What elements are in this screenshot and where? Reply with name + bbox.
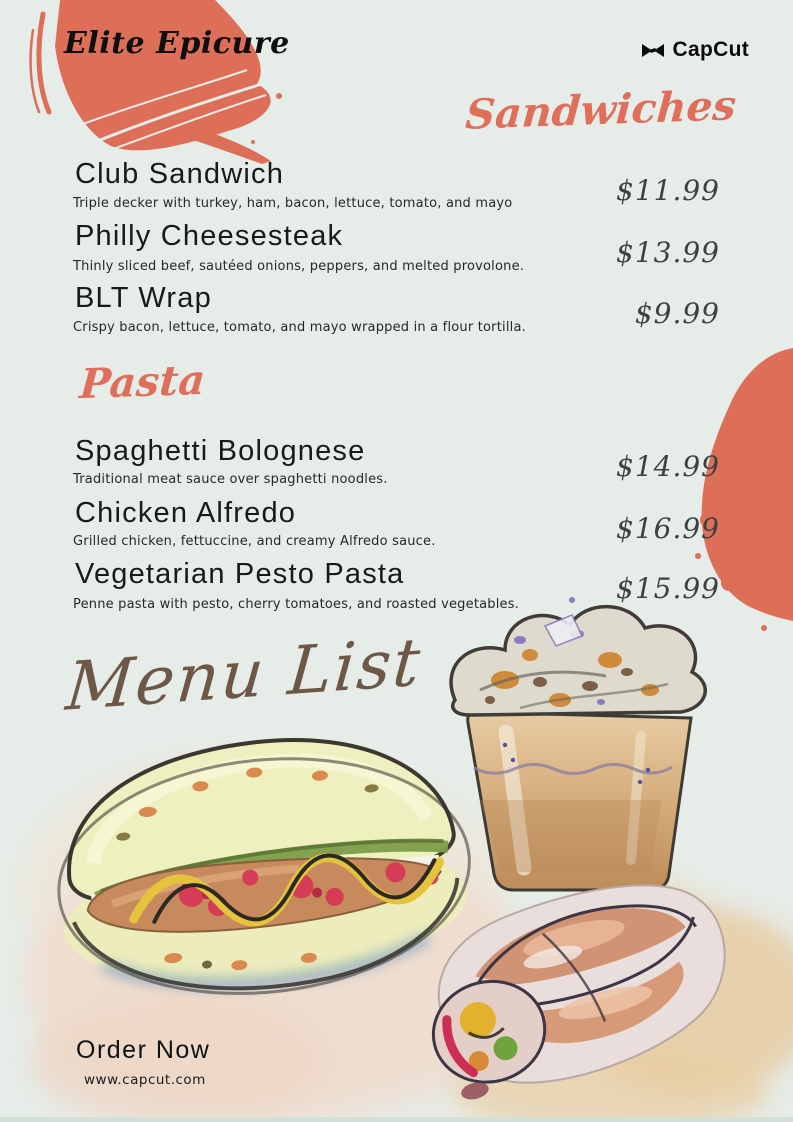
menu-item-desc: Triple decker with turkey, ham, bacon, lettuce, tomato, and mayo <box>73 196 513 211</box>
menu-item-price: $16.99 <box>616 512 720 545</box>
menu-item-price: $13.99 <box>616 236 720 269</box>
menu-item-desc: Grilled chicken, fettuccine, and creamy Alfredo sauce. <box>73 534 436 549</box>
menu-item-name: Chicken Alfredo <box>75 497 297 529</box>
menu-item-price: $9.99 <box>634 297 720 330</box>
order-now-label: Order Now <box>76 1036 211 1064</box>
menu-item-name: Philly Cheesesteak <box>75 220 344 252</box>
menu-item-desc: Traditional meat sauce over spaghetti noodles. <box>73 472 388 487</box>
menu-item-price: $14.99 <box>616 450 720 483</box>
bottom-edge-strip <box>0 1117 793 1122</box>
menu-list-script-title: Menu List <box>63 623 425 726</box>
brand-title: Elite Epicure <box>64 26 290 61</box>
brush-stroke-top-left <box>31 0 282 164</box>
section-title-pasta: Pasta <box>78 355 207 409</box>
capcut-logo <box>640 38 749 62</box>
iced-coffee-illustration <box>451 597 705 890</box>
menu-item-desc: Penne pasta with pesto, cherry tomatoes, and roasted vegetables. <box>73 597 520 612</box>
menu-item-price: $11.99 <box>616 174 720 207</box>
menu-item-desc: Crispy bacon, lettuce, tomato, and mayo wrapped in a flour tortilla. <box>73 320 526 335</box>
menu-item-name: BLT Wrap <box>75 282 212 314</box>
menu-item-name: Vegetarian Pesto Pasta <box>75 558 405 590</box>
capcut-logo-label: CapCut <box>672 38 749 61</box>
menu-item-name: Spaghetti Bolognese <box>75 435 366 467</box>
menu-item-desc: Thinly sliced beef, sautéed onions, peppers, and melted provolone. <box>73 259 525 274</box>
capcut-bowtie-icon <box>640 42 666 59</box>
menu-item-name: Club Sandwich <box>75 158 285 190</box>
website-url: www.capcut.com <box>84 1072 206 1088</box>
menu-item-price: $15.99 <box>616 572 720 605</box>
section-title-sandwiches: Sandwiches <box>463 81 738 139</box>
